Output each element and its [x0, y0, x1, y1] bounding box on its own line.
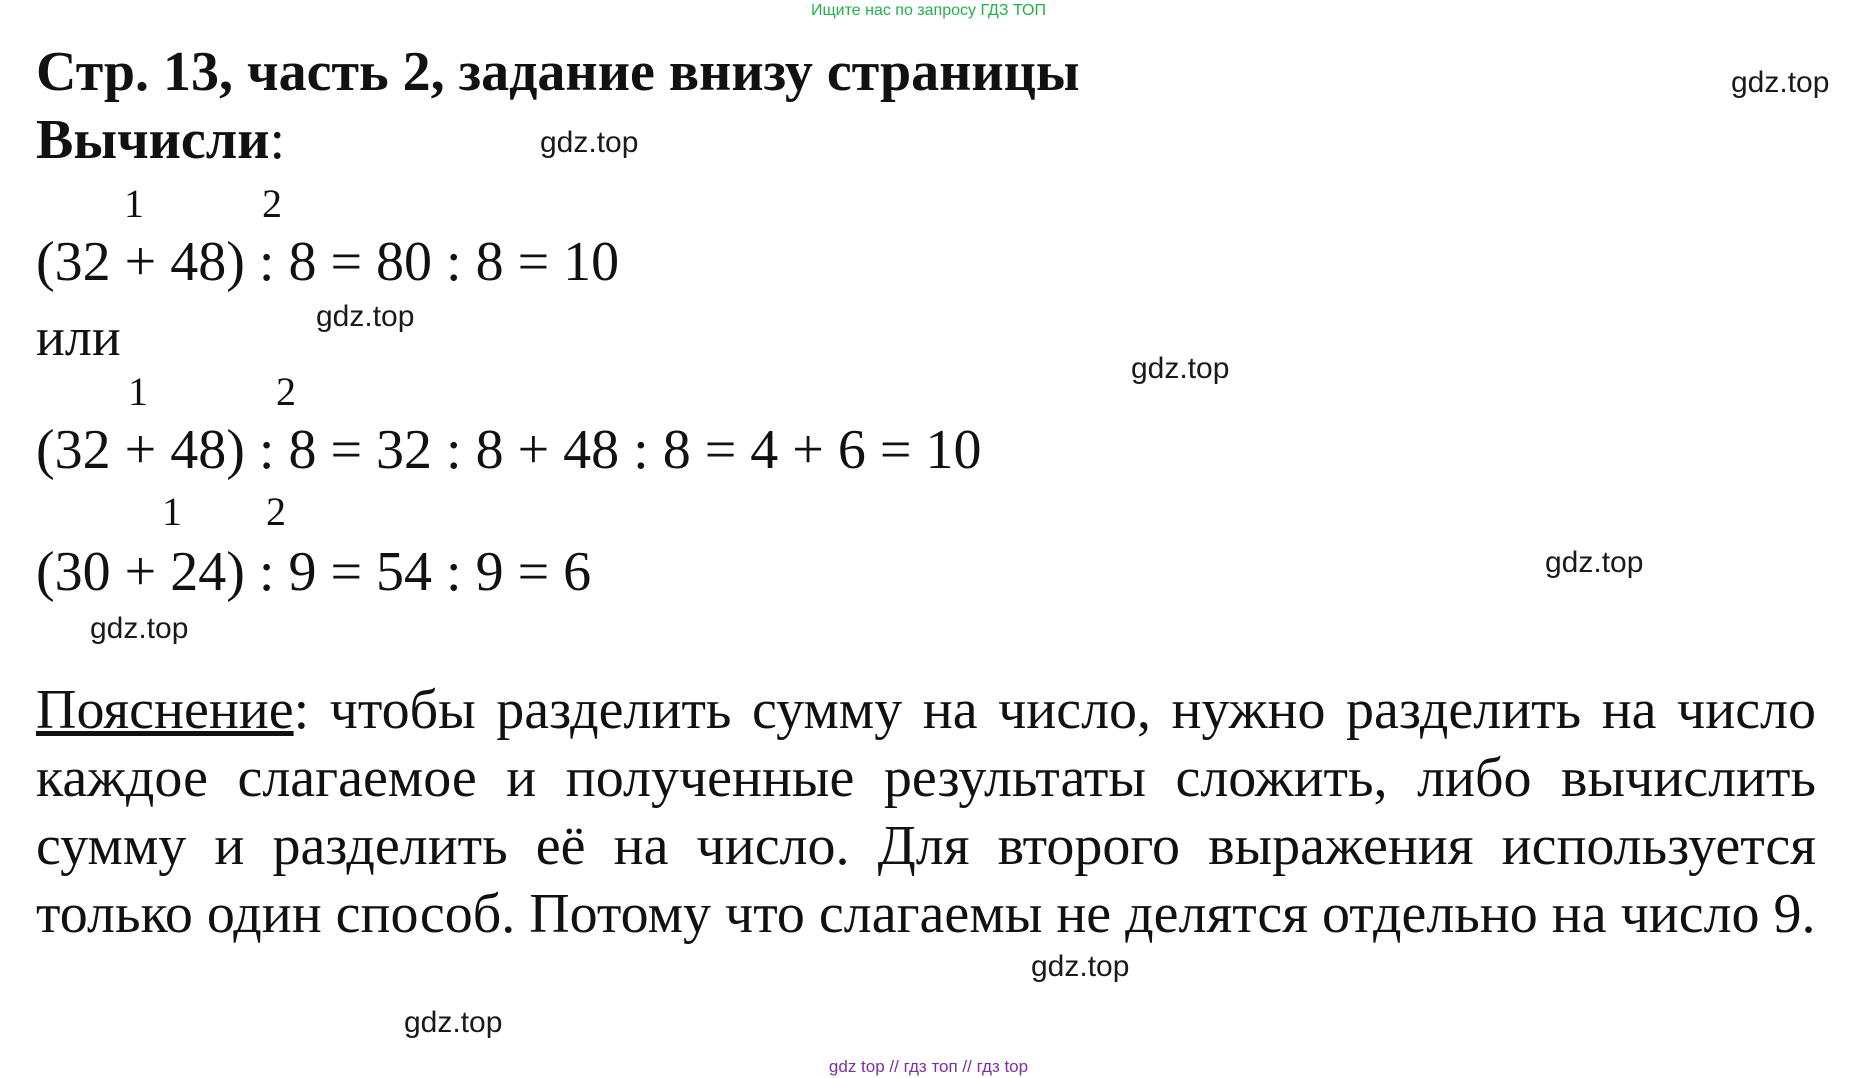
expression-3: (30 + 24) : 9 = 54 : 9 = 6: [36, 541, 592, 603]
task-label-text: Вычисли: [36, 109, 270, 171]
task-label-colon: :: [269, 109, 286, 171]
step-number-2a: 2: [262, 181, 282, 226]
task-label: [36, 108, 285, 172]
step-number-1a: 1: [124, 181, 144, 226]
step-number-1b: 1: [128, 369, 148, 414]
watermark: gdz.top: [1545, 546, 1644, 579]
watermark: gdz.top: [404, 1006, 503, 1039]
expression-1: (32 + 48) : 8 = 80 : 8 = 10: [36, 231, 620, 293]
watermark: gdz.top: [1131, 352, 1230, 385]
watermark: gdz.top: [540, 126, 639, 159]
step-number-1c: 1: [162, 489, 182, 534]
page-title: Стр. 13, часть 2, задание внизу страницы: [36, 41, 1080, 103]
watermark: gdz.top: [316, 300, 415, 333]
explanation-paragraph: [36, 676, 1816, 948]
step-number-2b: 2: [276, 369, 296, 414]
watermark: gdz.top: [90, 612, 189, 645]
expression-2: (32 + 48) : 8 = 32 : 8 + 48 : 8 = 4 + 6 = 10: [36, 419, 982, 481]
top-banner: Ищите нас по запросу ГДЗ ТОП: [811, 2, 1046, 19]
step-number-2c: 2: [266, 489, 286, 534]
separator-or: или: [36, 307, 121, 367]
watermark: gdz.top: [1031, 950, 1130, 983]
explanation-text: : чтобы разделить сумму на число, нужно разделить на число каждое слагаемое и полученные результаты сложить, либо вычислить сумму и разделить её на число. Для второго выражения используется только один способ. Потому что слагаемы не делятся отдельно на число 9.: [36, 679, 1816, 945]
bottom-banner: gdz top // гдз топ // гдз top: [828, 1057, 1029, 1076]
watermark: gdz.top: [1731, 66, 1830, 99]
explanation-label: Пояснение: [36, 679, 294, 741]
